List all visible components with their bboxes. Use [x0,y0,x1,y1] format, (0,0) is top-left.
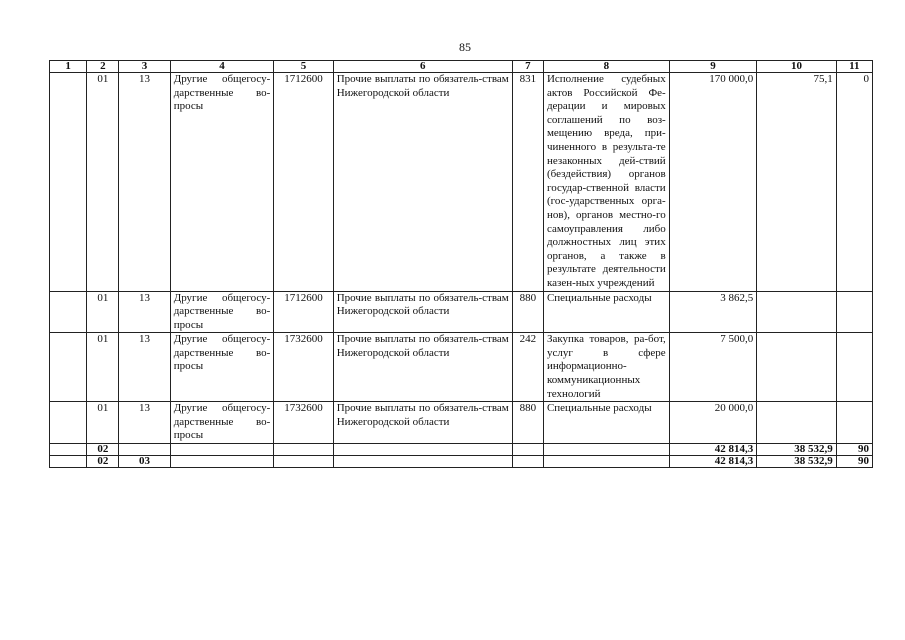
cell-expense-type: 880 [512,402,543,444]
cell-expense-name: Специальные расходы [543,291,669,333]
cell-expense-name: Специальные расходы [543,402,669,444]
cell-actual-value [757,333,836,402]
cell-percent [836,333,872,402]
cell-expense-name: Закупка товаров, ра-бот, услуг в сфере информационно-коммуникационных технологий [543,333,669,402]
col-header-5: 5 [274,61,333,73]
cell-empty [333,456,512,468]
col-header-8: 8 [543,61,669,73]
cell-plan-value: 170 000,0 [669,73,757,292]
col-header-9: 9 [669,61,757,73]
cell-subsection-name: Другие общегосу-дарственные во-просы [170,291,274,333]
col-header-7: 7 [512,61,543,73]
total-section: 02 [87,456,119,468]
table-row [50,333,873,402]
table-row [50,402,873,444]
cell-plan-value: 20 000,0 [669,402,757,444]
cell-empty [170,456,274,468]
cell-empty [512,444,543,456]
budget-table [49,60,873,468]
header-row [50,61,873,73]
total-plan-value: 42 814,3 [669,444,757,456]
total-percent: 90 [836,456,872,468]
cell-section: 01 [87,333,119,402]
cell-col1 [50,333,87,402]
total-percent: 90 [836,444,872,456]
total-row [50,456,873,468]
cell-actual-value [757,402,836,444]
total-plan-value: 42 814,3 [669,456,757,468]
cell-col1 [50,73,87,292]
cell-empty [543,456,669,468]
cell-empty [170,444,274,456]
cell-expense-type: 242 [512,333,543,402]
col-header-10: 10 [757,61,836,73]
table-row [50,73,873,292]
col-header-3: 3 [119,61,170,73]
cell-subsection-name: Другие общегосу-дарственные во-просы [170,402,274,444]
cell-section: 01 [87,73,119,292]
cell-empty [274,444,333,456]
page-number: 85 [459,40,471,54]
cell-subsection-name: Другие общегосу-дарственные во-просы [170,73,274,292]
cell-col1 [50,444,87,456]
cell-percent: 0 [836,73,872,292]
cell-percent [836,402,872,444]
cell-empty [333,444,512,456]
cell-plan-value: 7 500,0 [669,333,757,402]
cell-subsection: 13 [119,291,170,333]
cell-col1 [50,291,87,333]
col-header-6: 6 [333,61,512,73]
cell-percent [836,291,872,333]
cell-subsection: 13 [119,333,170,402]
col-header-1: 1 [50,61,87,73]
cell-expense-name: Исполнение судебных актов Российской Фе-дерации и мировых соглашений по воз-мещению вреда, при-чиненного в результа-те незаконных дей-ствий (бездействия) органов государ-ственной власти (гос-ударственных орга-нов), органов местно-го самоуправления либо должностных лиц этих органов, а также в результате деятельности казен-ных учреждений [543,73,669,292]
cell-section: 01 [87,402,119,444]
cell-section: 01 [87,291,119,333]
cell-target-name: Прочие выплаты по обязатель-ствам Нижегородской области [333,73,512,292]
col-header-11: 11 [836,61,872,73]
cell-empty [274,456,333,468]
cell-subsection: 13 [119,402,170,444]
cell-target-code: 1712600 [274,73,333,292]
total-actual-value: 38 532,9 [757,456,836,468]
cell-expense-type: 831 [512,73,543,292]
cell-actual-value: 75,1 [757,73,836,292]
cell-target-name: Прочие выплаты по обязатель-ствам Нижегородской области [333,291,512,333]
cell-target-code: 1732600 [274,333,333,402]
total-subsection: 03 [119,456,170,468]
cell-subsection: 13 [119,73,170,292]
table-row [50,291,873,333]
cell-col1 [50,402,87,444]
cell-target-code: 1732600 [274,402,333,444]
cell-actual-value [757,291,836,333]
cell-target-name: Прочие выплаты по обязатель-ствам Нижегородской области [333,402,512,444]
total-subsection [119,444,170,456]
cell-target-code: 1712600 [274,291,333,333]
col-header-4: 4 [170,61,274,73]
cell-target-name: Прочие выплаты по обязатель-ствам Нижегородской области [333,333,512,402]
cell-col1 [50,456,87,468]
total-section: 02 [87,444,119,456]
total-actual-value: 38 532,9 [757,444,836,456]
cell-empty [543,444,669,456]
cell-plan-value: 3 862,5 [669,291,757,333]
total-row [50,444,873,456]
cell-empty [512,456,543,468]
cell-expense-type: 880 [512,291,543,333]
cell-subsection-name: Другие общегосу-дарственные во-просы [170,333,274,402]
col-header-2: 2 [87,61,119,73]
